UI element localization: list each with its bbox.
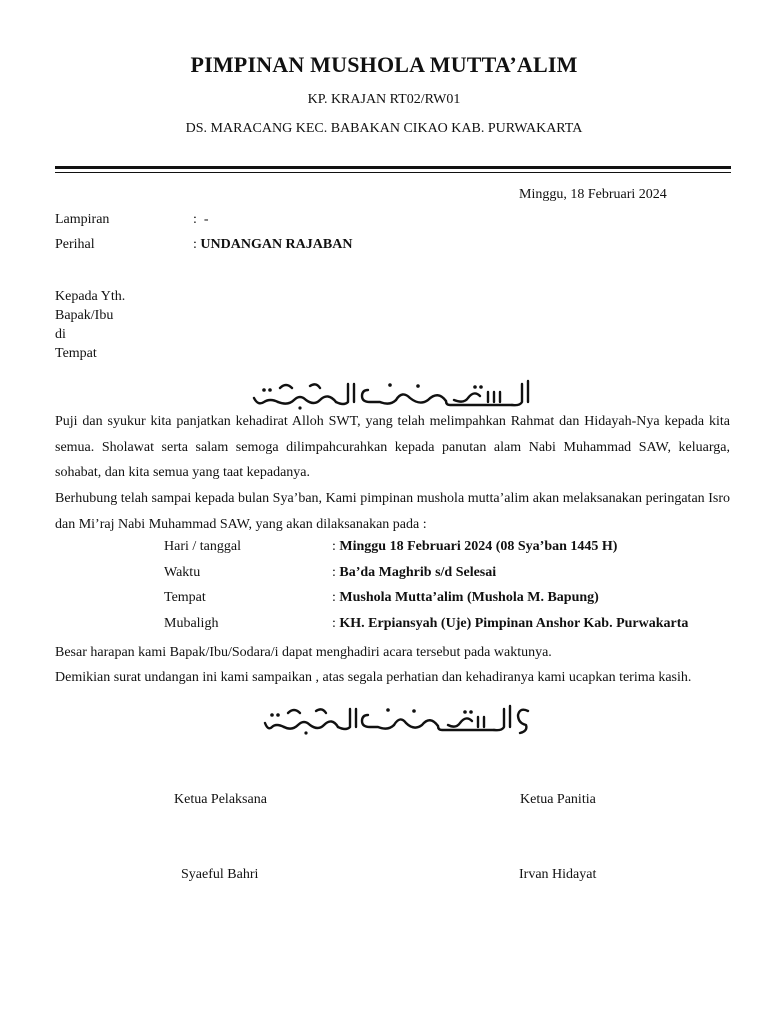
- detail-row-date: [55, 539, 745, 559]
- detail-value: : Mushola Mutta’alim (Mushola M. Bapung): [332, 590, 599, 605]
- meta-value: : UNDANGAN RAJABAN: [193, 237, 353, 252]
- letter-date: Minggu, 18 Februari 2024: [519, 187, 667, 202]
- address-line-1: KP. KRAJAN RT02/RW01: [307, 92, 461, 107]
- detail-label: Waktu: [164, 565, 201, 580]
- address-line-2: DS. MARACANG KEC. BABAKAN CIKAO KAB. PURWAKARTA: [185, 121, 583, 136]
- opening-paragraph: Puji dan syukur kita panjatkan kehadirat Alloh SWT, yang telah melimpahkan Rahmat dan Hidayah-Nya kepada kita semua. Sholawat serta salam semoga dilimpahcurahkan kepada panutan alam Nabi Muhammad SAW, keluarga, sohabat, dan kita semua yang taat kepadanya.: [55, 414, 730, 480]
- meta-label: Perihal: [55, 237, 95, 252]
- organization-title: PIMPINAN MUSHOLA MUTTA’ALIM: [190, 52, 578, 77]
- recipient-line: di: [55, 327, 66, 342]
- signature-name-left: Syaeful Bahri: [181, 867, 259, 882]
- detail-label: Mubaligh: [164, 616, 219, 631]
- signature-name-right: Irvan Hidayat: [519, 867, 597, 882]
- arabic-calligraphy-salam-opening-icon: [250, 378, 535, 410]
- recipient-line: Kepada Yth.: [55, 289, 126, 304]
- detail-label: Tempat: [164, 590, 206, 605]
- recipient-line: Bapak/Ibu: [55, 308, 114, 323]
- meta-label: Lampiran: [55, 212, 110, 227]
- detail-row-time: [55, 565, 745, 585]
- detail-row-place: [55, 590, 745, 610]
- detail-row-speaker: [55, 616, 745, 636]
- closing-paragraph: Demikian surat undangan ini kami sampaikan , atas segala perhatian dan kehadiranya kami ucapkan terima kasih.: [55, 670, 692, 685]
- recipient-line: Tempat: [55, 346, 97, 361]
- header-divider-thick: [55, 166, 731, 169]
- detail-value: : KH. Erpiansyah (Uje) Pimpinan Anshor Kab. Purwakarta: [332, 616, 689, 631]
- detail-label: Hari / tanggal: [164, 539, 241, 554]
- purpose-paragraph: Berhubung telah sampai kepada bulan Sya’ban, Kami pimpinan mushola mutta’alim akan melaksanakan peringatan Isro dan Mi’raj Nabi Muhammad SAW, yang akan dilaksanakan pada :: [55, 491, 730, 532]
- signature-role-right: Ketua Panitia: [520, 792, 596, 807]
- meta-value: : -: [193, 212, 209, 227]
- recipient-block: [55, 287, 125, 363]
- arabic-calligraphy-salam-closing-icon: [262, 703, 534, 735]
- detail-value: : Minggu 18 Februari 2024 (08 Sya’ban 1445 H): [332, 539, 618, 554]
- header-divider-thin: [55, 172, 731, 173]
- hope-paragraph: Besar harapan kami Bapak/Ibu/Sodara/i dapat menghadiri acara tersebut pada waktunya.: [55, 645, 552, 660]
- signature-role-left: Ketua Pelaksana: [174, 792, 267, 807]
- detail-value: : Ba’da Maghrib s/d Selesai: [332, 565, 497, 580]
